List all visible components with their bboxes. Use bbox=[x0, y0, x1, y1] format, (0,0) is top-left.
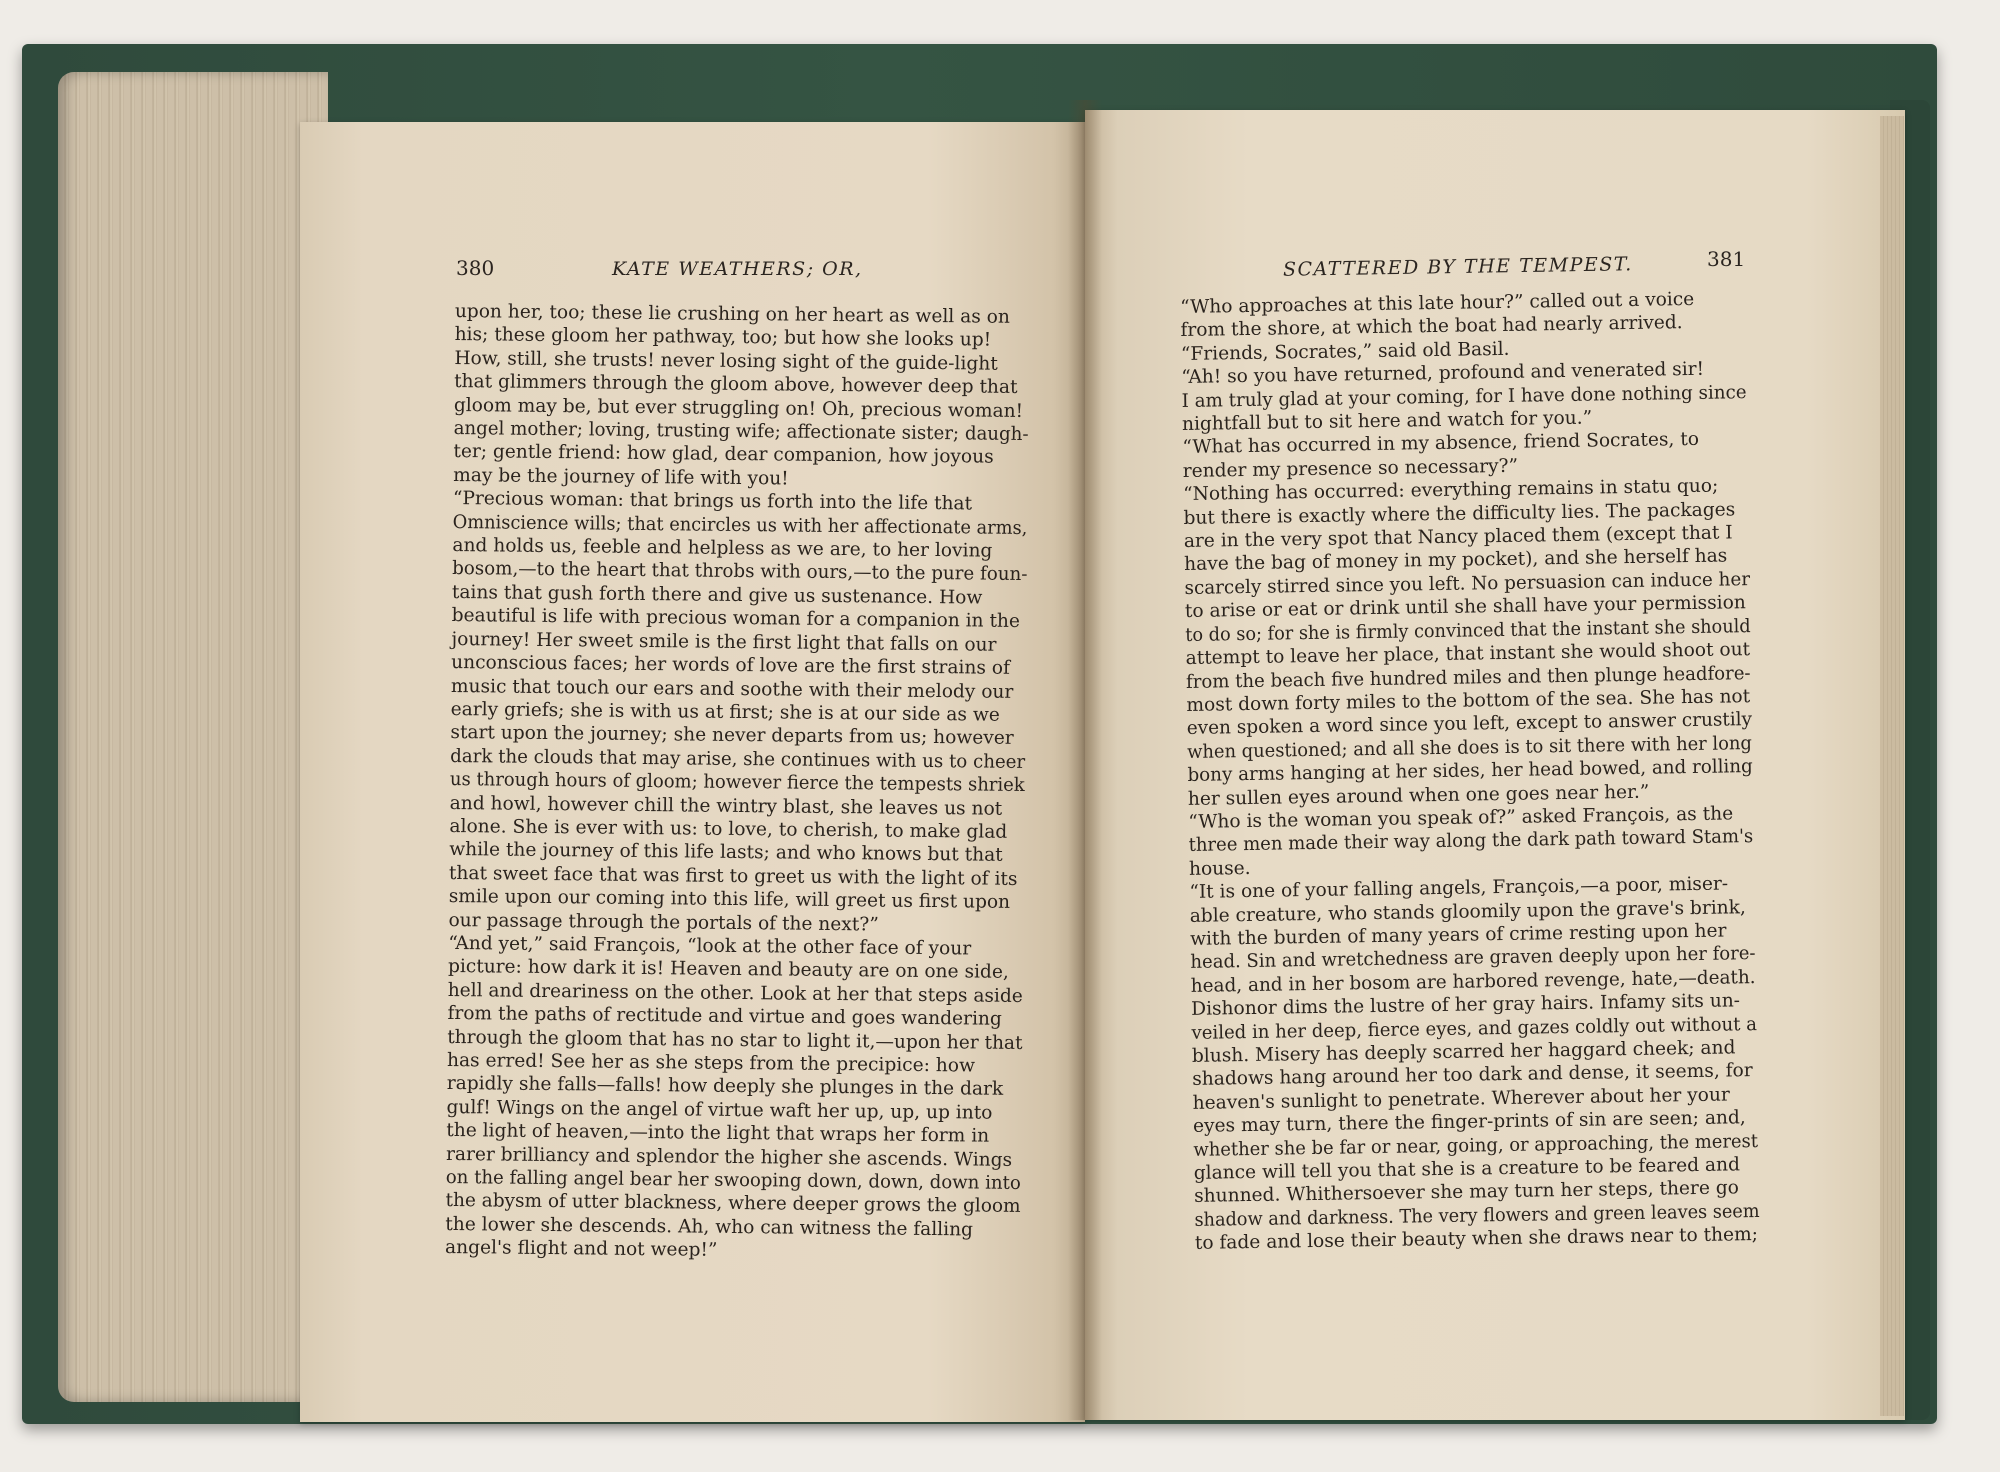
text-line: “Ah! so you have returned, profound and venerated sir! bbox=[1181, 358, 1705, 389]
text-line: while the journey of this life lasts; and who knows but that bbox=[449, 839, 1003, 867]
text-line: “It is one of your falling angels, François,—a poor, miser- bbox=[1189, 873, 1729, 904]
text-line: unconscious faces; her words of love are the first strains of bbox=[451, 652, 1011, 679]
text-line: shunned. Whithersoever she may turn her steps, there go bbox=[1193, 1177, 1740, 1208]
text-line: bony arms hanging at her sides, her head bowed, and rolling bbox=[1187, 756, 1753, 787]
text-line: us through hours of gloom; however fierce the tempests shriek bbox=[449, 769, 1025, 797]
text-line: has erred! See her as she steps from the precipice: how bbox=[446, 1049, 976, 1077]
text-line: to arise or eat or drink until she shall have your permission bbox=[1184, 592, 1746, 623]
page-edges bbox=[58, 72, 328, 1402]
text-line: that sweet face that was first to greet us with the light of its bbox=[448, 862, 1018, 890]
text-line: have the bag of money in my pocket), and she herself has bbox=[1184, 545, 1728, 576]
text-line: the abysm of utter blackness, where deeper grows the gloom bbox=[445, 1190, 1021, 1218]
text-line: her sullen eyes around when one goes near her.” bbox=[1187, 781, 1650, 810]
text-line: render my presence so necessary?” bbox=[1182, 455, 1519, 482]
text-line: glance will tell you that she is a creature to be feared and bbox=[1193, 1154, 1741, 1184]
right-running-head: SCATTERED BY THE TEMPEST. bbox=[1282, 253, 1633, 281]
text-line: ter; gentle friend: how glad, dear companion, how joyous bbox=[453, 441, 994, 469]
text-line: from the beach five hundred miles and then plunge headfore- bbox=[1185, 662, 1751, 693]
text-line: on the falling angel bear her swooping down, down, down into bbox=[445, 1166, 1021, 1195]
text-line: journey! Her sweet smile is the first light that falls on our bbox=[451, 628, 997, 656]
text-line: house. bbox=[1188, 857, 1251, 880]
text-line: shadow and darkness. The very flowers and green leaves seem bbox=[1194, 1200, 1760, 1231]
text-line: head, and in her bosom are harbored revenge, hate,—death. bbox=[1190, 966, 1756, 997]
right-page-text bbox=[1180, 287, 1760, 1255]
text-line: start upon the journey; she never departs from us; however bbox=[450, 722, 1014, 750]
left-running-head: KATE WEATHERS; OR, bbox=[612, 258, 863, 280]
text-line: blush. Misery has deeply scarred her haggard cheek; and bbox=[1191, 1037, 1736, 1067]
text-line: angel's flight and not weep!” bbox=[444, 1237, 718, 1262]
text-line: that glimmers through the gloom above, however deep that bbox=[454, 371, 1018, 399]
text-line: to fade and lose their beauty when she draws near to them; bbox=[1194, 1224, 1759, 1255]
text-line: early griefs; she is with us at first; she is at our side as we bbox=[450, 698, 1000, 726]
text-line: veiled in her deep, fierce eyes, and gazes coldly out without a bbox=[1191, 1013, 1758, 1044]
text-line: when questioned; and all she does is to sit there with her long bbox=[1187, 732, 1753, 763]
text-line: dark the clouds that may arise, she continues with us to cheer bbox=[450, 745, 1026, 773]
text-line: from the paths of rectitude and virtue and goes wandering bbox=[447, 1003, 1002, 1030]
text-line: “Who approaches at this late hour?” called out a voice bbox=[1180, 288, 1695, 318]
text-line: to do so; for she is firmly convinced that the instant she should bbox=[1185, 615, 1751, 646]
text-line: the lower she descends. Ah, who can witness the falling bbox=[445, 1213, 974, 1241]
text-line: hell and dreariness on the other. Look at her that steps aside bbox=[447, 979, 1023, 1007]
text-line: “And yet,” said François, “look at the other face of your bbox=[448, 932, 972, 960]
text-line: music that touch our ears and soothe with their melody our bbox=[450, 675, 1014, 703]
text-line: I am truly glad at your coming, for I have done nothing since bbox=[1181, 381, 1747, 412]
text-line: the light of heaven,—into the light that wraps her form in bbox=[446, 1120, 990, 1147]
text-line: “Precious woman: that brings us forth into the life that bbox=[452, 488, 973, 515]
text-line: heaven's sunlight to penetrate. Wherever about her your bbox=[1192, 1084, 1730, 1114]
text-line: and howl, however chill the wintry blast, she leaves us not bbox=[449, 792, 1003, 820]
text-line: nightfall but to sit here and watch for you.” bbox=[1181, 407, 1593, 436]
text-line: How, still, she trusts! never losing sight of the guide-light bbox=[454, 347, 998, 375]
text-line: shadows hang around her too dark and dense, it seems, for bbox=[1192, 1060, 1753, 1091]
text-line: picture: how dark it is! Heaven and beauty are on one side, bbox=[447, 956, 1009, 984]
right-page-number: 381 bbox=[1707, 247, 1746, 271]
text-line: gulf! Wings on the angel of virtue waft her up, up, up into bbox=[446, 1096, 993, 1124]
text-line: even spoken a word since you left, except to answer crustily bbox=[1186, 709, 1753, 740]
left-page-text bbox=[445, 300, 1030, 1266]
text-line: rapidly she falls—falls! how deeply she plunges in the dark bbox=[446, 1073, 1004, 1101]
text-line: most down forty miles to the bottom of the sea. She has not bbox=[1186, 686, 1751, 716]
left-page-number: 380 bbox=[456, 256, 495, 280]
text-line: gloom may be, but ever struggling on! Oh, precious woman! bbox=[453, 394, 1024, 422]
text-line: are in the very spot that Nancy placed them (except that I bbox=[1183, 522, 1733, 553]
text-line: may be the journey of life with you! bbox=[453, 464, 789, 490]
text-line: with the burden of many years of crime resting upon her bbox=[1189, 920, 1727, 950]
text-line: his; these gloom her pathway, too; but how she looks up! bbox=[454, 324, 992, 352]
text-line: our passage through the portals of the next?” bbox=[448, 909, 879, 936]
text-line: scarcely stirred since you left. No persuasion can induce her bbox=[1184, 568, 1751, 599]
text-line: “What has occurred in my absence, friend Socrates, to bbox=[1182, 429, 1700, 459]
text-line: Dishonor dims the lustre of her gray hairs. Infamy sits un- bbox=[1191, 990, 1741, 1021]
text-line: alone. She is ever with us: to love, to cherish, to make glad bbox=[449, 815, 1008, 843]
text-line: smile upon our coming into this life, will greet us first upon bbox=[448, 886, 1011, 914]
text-line: three men made their way along the dark path toward Stam's bbox=[1188, 826, 1754, 857]
text-line: whether she be far or near, going, or approaching, the merest bbox=[1193, 1130, 1759, 1161]
text-line: rarer brilliancy and splendor the higher she ascends. Wings bbox=[445, 1143, 1013, 1171]
text-line: angel mother; loving, trusting wife; affectionate sister; daugh- bbox=[453, 418, 1029, 446]
right-page-edges bbox=[1880, 116, 1904, 1416]
text-line: upon her, too; these lie crushing on her heart as well as on bbox=[454, 300, 1011, 328]
text-line: and holds us, feeble and helpless as we are, to her loving bbox=[452, 535, 993, 562]
text-line: tains that gush forth there and give us sustenance. How bbox=[451, 581, 983, 609]
text-line: from the shore, at which the boat had nearly arrived. bbox=[1180, 312, 1683, 342]
text-line: head. Sin and wretchedness are graven deeply upon her fore- bbox=[1190, 943, 1756, 974]
text-line: “Nothing has occurred: everything remains in statu quo; bbox=[1182, 475, 1719, 506]
text-line: able creature, who stands gloomily upon the grave's brink, bbox=[1189, 896, 1747, 927]
text-line: attempt to leave her place, that instant she would shoot out bbox=[1185, 639, 1751, 670]
text-line: bosom,—to the heart that throbs with ours,—to the pure foun- bbox=[452, 558, 1028, 586]
text-line: “Who is the woman you speak of?” asked François, as the bbox=[1188, 803, 1734, 833]
text-line: but there is exactly where the difficulty lies. The packages bbox=[1183, 498, 1736, 529]
text-line: eyes may turn, there the finger-prints of sin are seen; and, bbox=[1192, 1107, 1746, 1138]
text-line: through the gloom that has no star to light it,—upon her that bbox=[447, 1026, 1023, 1054]
text-line: “Friends, Socrates,” said old Basil. bbox=[1180, 338, 1510, 365]
text-line: beautiful is life with precious woman for a companion in the bbox=[451, 605, 1021, 633]
book-gutter bbox=[1068, 100, 1102, 1420]
text-line: Omniscience wills; that encircles us with her affectionate arms, bbox=[452, 511, 1028, 539]
